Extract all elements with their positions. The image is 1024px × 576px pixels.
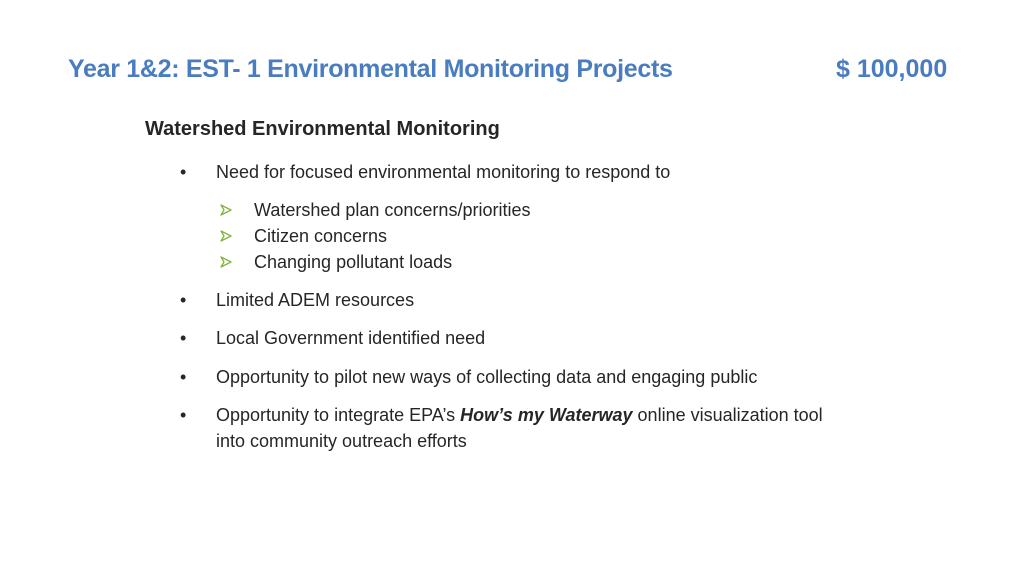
section-heading: Watershed Environmental Monitoring: [145, 118, 500, 140]
bullet-dot-icon: •: [180, 162, 187, 182]
arrow-bullet-icon: [220, 230, 232, 242]
bullet-dot-icon: •: [180, 367, 187, 387]
sub-bullet-text: Watershed plan concerns/priorities: [254, 200, 531, 220]
bullet-text: Local Government identified need: [216, 328, 486, 348]
sub-bullet-text: Changing pollutant loads: [254, 252, 453, 272]
bullet-text: Opportunity to pilot new ways of collecting data and engaging public: [216, 367, 758, 387]
bullet-dot-icon: •: [180, 328, 187, 348]
arrow-bullet-icon: [220, 256, 232, 268]
bullet-text-part: online visualization tool into community outreach efforts: [216, 405, 823, 451]
budget-amount: $ 100,000: [836, 55, 948, 83]
bullet-text: [216, 402, 856, 454]
bullet-text: Limited ADEM resources: [216, 290, 415, 310]
bullet-dot-icon: •: [180, 290, 187, 310]
bullet-text: Need for focused environmental monitoring to respond to: [216, 162, 671, 182]
slide-title: Year 1&2: EST- 1 Environmental Monitoring Projects: [68, 55, 673, 83]
bullet-dot-icon: •: [180, 405, 187, 425]
sub-bullet-text: Citizen concerns: [254, 226, 388, 246]
tool-name-emphasis: How’s my Waterway: [460, 405, 633, 425]
arrow-bullet-icon: [220, 204, 232, 216]
bullet-text-part: Opportunity to integrate EPA’s: [216, 405, 461, 425]
